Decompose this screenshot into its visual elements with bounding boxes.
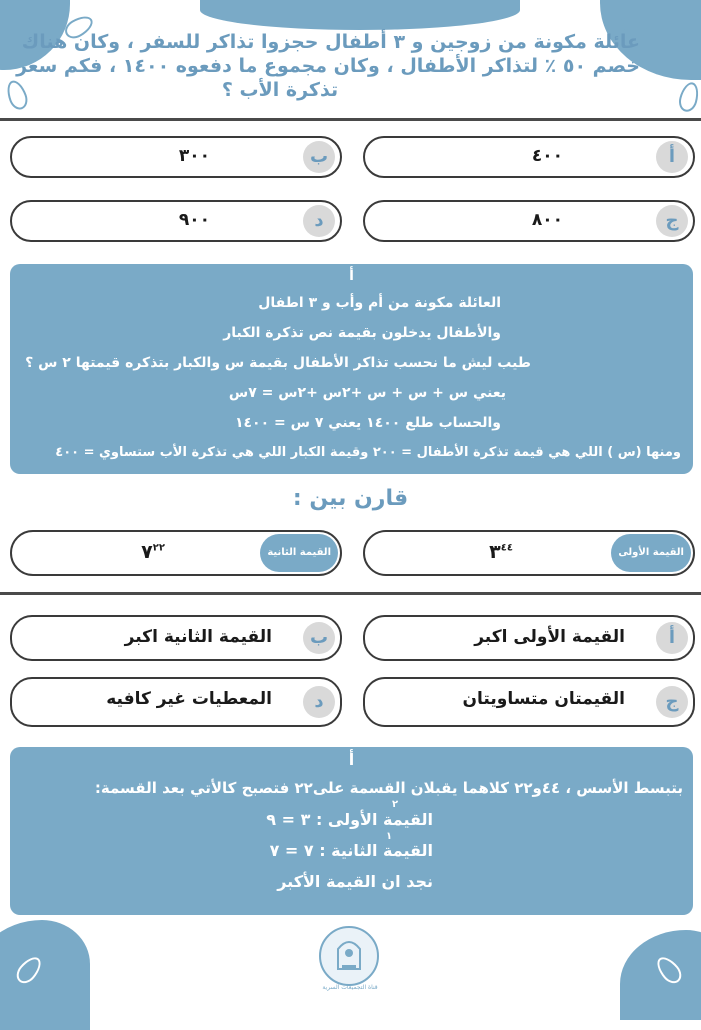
option-text: القيمة الثانية اكبر xyxy=(124,627,272,647)
answer-line: القيمة الأولى : ٣ = ٩ xyxy=(266,810,433,829)
answer-letter: أ xyxy=(349,268,354,284)
answer-box-2 xyxy=(10,747,693,915)
answer-box-1 xyxy=(10,264,693,474)
divider xyxy=(0,592,701,595)
option-d[interactable] xyxy=(10,200,342,242)
option-text: القيمة الأولى اكبر xyxy=(474,627,625,647)
first-base: ٣ xyxy=(489,541,501,563)
option-text: المعطيات غير كافيه xyxy=(106,689,272,709)
option-text: القيمتان متساويتان xyxy=(462,689,625,709)
option-d[interactable] xyxy=(10,677,342,727)
first-value-tag: القيمة الأولى xyxy=(611,534,691,572)
question-line: تذكرة الأب ؟ xyxy=(221,79,339,101)
decor-bottom-left xyxy=(0,920,90,1030)
answer-line: بتبسط الأسس ، ٤٤و٢٢ كلاهما يقبلان القسمة على٢٢ فتصبح كالأتي بعد القسمة: xyxy=(94,779,683,797)
second-base: ٧ xyxy=(141,541,153,563)
leaf-icon xyxy=(3,78,30,112)
option-letter: ب xyxy=(303,622,335,654)
option-b[interactable] xyxy=(10,615,342,661)
first-exponent: ٤٤ xyxy=(500,542,513,554)
option-letter: ج xyxy=(656,205,688,237)
answer-exponent: ١ xyxy=(386,831,393,842)
option-value: ٣٠٠ xyxy=(178,146,210,166)
option-letter: أ xyxy=(656,141,688,173)
answer-line: يعني س + س + س +٢س +٢س = ٧س xyxy=(228,385,506,401)
answer-line: نجد ان القيمة الأكبر xyxy=(277,872,433,891)
second-value-tag: القيمة الثانية xyxy=(260,534,338,572)
decor-top-center xyxy=(200,0,520,30)
answer-line: ومنها (س ) اللي هي قيمة تذكرة الأطفال = ٢٠٠ وقيمة الكبار اللي هي تذكرة الأب ستساوي = ٤٠٠ xyxy=(55,445,681,460)
answer-line: والأطفال يدخلون بقيمة نص تذكرة الكبار xyxy=(223,325,501,341)
answer-line: والحساب طلع ١٤٠٠ يعني ٧ س = ١٤٠٠ xyxy=(234,415,501,431)
answer-exponent: ٢ xyxy=(392,799,399,810)
option-c[interactable] xyxy=(363,677,695,727)
answer-line: العائلة مكونة من أم وأب و ٣ اطفال xyxy=(258,295,501,311)
option-letter: د xyxy=(303,686,335,718)
logo-text: قناة التجميعات السرية xyxy=(322,984,378,991)
question-text xyxy=(16,30,640,102)
option-letter: د xyxy=(303,205,335,237)
option-value: ٨٠٠ xyxy=(531,210,563,230)
second-value-box xyxy=(10,530,342,576)
option-c[interactable] xyxy=(363,200,695,242)
second-exponent: ٢٢ xyxy=(152,542,165,554)
option-b[interactable] xyxy=(10,136,342,178)
answer-line: طيب ليش ما نحسب تذاكر الأطفال بقيمة س والكبار بتذكره قيمتها ٢ س ؟ xyxy=(25,355,531,371)
option-letter: أ xyxy=(656,622,688,654)
option-letter: ج xyxy=(656,686,688,718)
second-value xyxy=(141,541,165,563)
question-line: عائلة مكونة من زوجين و ٣ أطفال حجزوا تذاكر للسفر ، وكان هناك xyxy=(21,31,640,53)
first-value xyxy=(489,541,513,563)
leaf-icon xyxy=(676,80,701,114)
answer-letter: أ xyxy=(348,750,355,769)
option-letter: ب xyxy=(303,141,335,173)
decor-bottom-right xyxy=(620,930,701,1020)
option-value: ٩٠٠ xyxy=(178,210,210,230)
option-a[interactable] xyxy=(363,615,695,661)
answer-line: القيمة الثانية : ٧ = ٧ xyxy=(269,841,433,860)
compare-title: قارن بين : xyxy=(292,486,409,511)
question-line: خصم ٥٠ ٪ لتذاكر الأطفال ، وكان مجموع ما دفعوه ١٤٠٠ ، فكم سعر xyxy=(16,55,640,77)
first-value-box xyxy=(363,530,695,576)
option-value: ٤٠٠ xyxy=(531,146,563,166)
channel-logo xyxy=(318,925,380,987)
option-a[interactable] xyxy=(363,136,695,178)
divider xyxy=(0,118,701,121)
